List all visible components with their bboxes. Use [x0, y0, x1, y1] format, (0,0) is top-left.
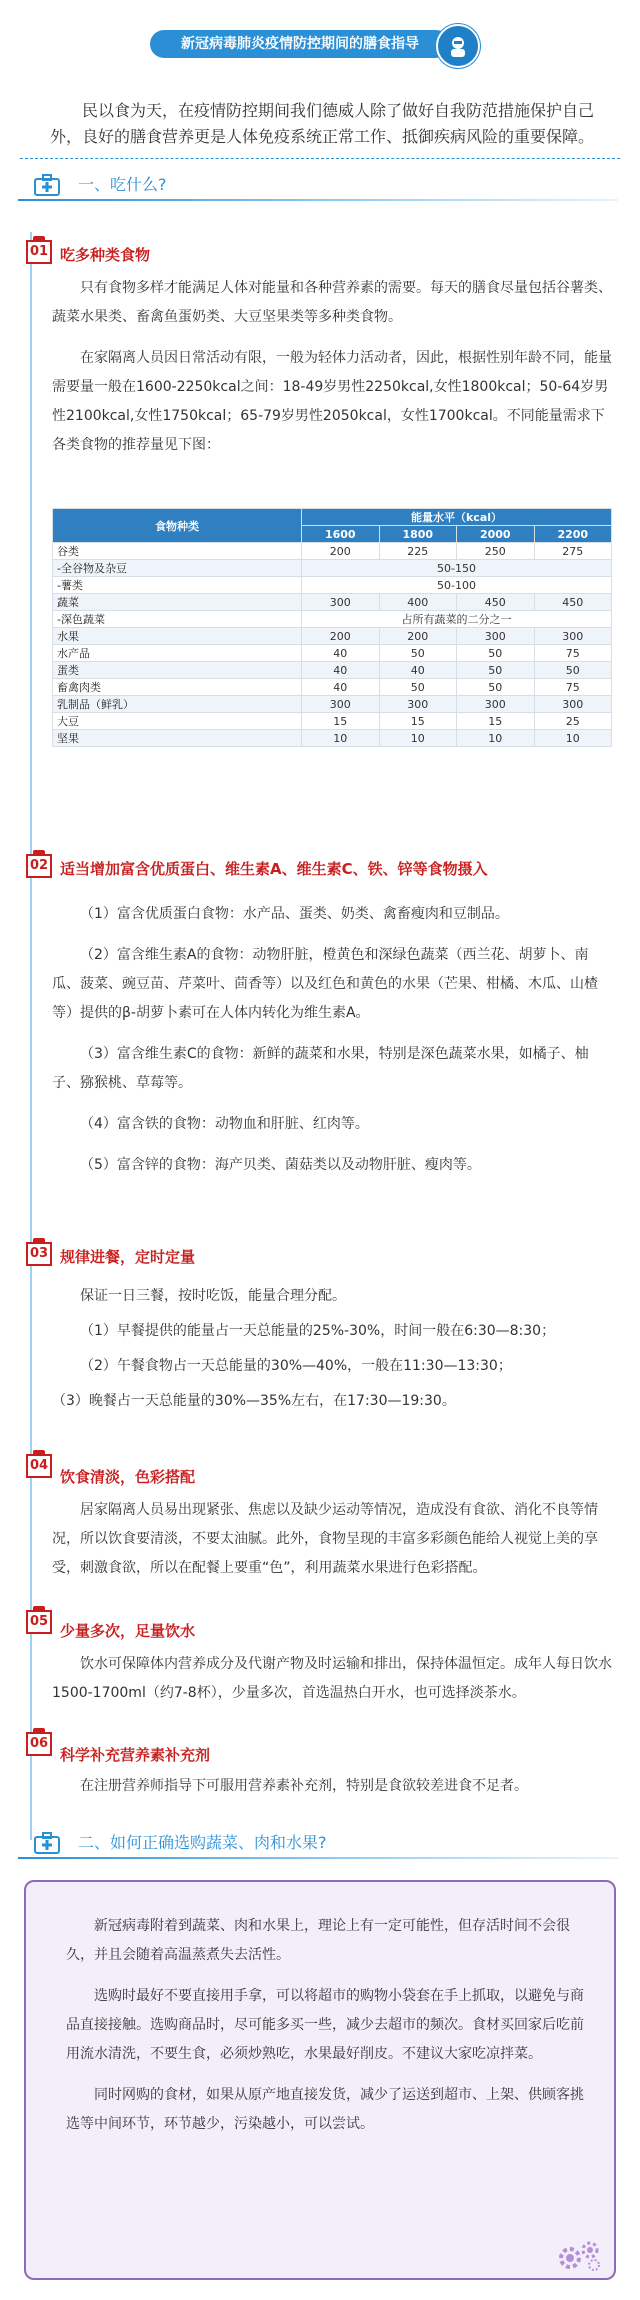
- paragraph: （2）午餐食物占一天总能量的30%—40%，一般在11:30—13:30；: [80, 1358, 512, 1374]
- doctor-icon: [436, 24, 480, 68]
- title-banner: [150, 24, 482, 64]
- paragraph: 选购时最好不要直接用手拿，可以将超市的购物小袋套在手上抓取，以避免与商品直接接触。选购商品时，尽可能多买一些，减少去超市的频次。食材买回家后吃前用流水清洗，不要生食，必须炒熟吃，水果最好削皮。不建议大家吃凉拌菜。: [66, 1988, 584, 2062]
- banner-title: 新冠病毒肺炎疫情防控期间的膳食指导: [150, 30, 450, 58]
- paragraph: （3）晚餐占一天总能量的30%—35%左右，在17:30—19:30。: [52, 1393, 456, 1409]
- paragraph: 在家隔离人员因日常活动有限，一般为轻体力活动者，因此，根据性别年龄不同，能量需要量一般在1600-2250kcal之间：18-49岁男性2250kcal,女性1800kcal；50-64岁男性2100kcal,女性1750kcal；65-79岁男性2050kcal，女性1700kcal。不同能量需求下各类食物的推荐量见下图：: [52, 350, 612, 453]
- table-row: 坚果 10 10 10 10: [53, 730, 612, 747]
- item-number-tag: 01: [26, 236, 60, 266]
- item-body: [52, 1772, 612, 1813]
- section-underline: [18, 1857, 618, 1859]
- paragraph: （5）富含锌的食物：海产贝类、菌菇类以及动物肝脏、瘦肉等。: [80, 1157, 481, 1173]
- item-body: [52, 1650, 612, 1720]
- item-number-tag: 06: [26, 1728, 60, 1758]
- paragraph: 在注册营养师指导下可服用营养素补充剂，特别是食欲较差进食不足者。: [80, 1778, 528, 1794]
- section-header-1: [18, 172, 618, 202]
- item-title: 饮食清淡，色彩搭配: [60, 1468, 196, 1486]
- table-row: 水果 200 200 300 300: [53, 628, 612, 645]
- paragraph: （3）富含维生素C的食物：新鲜的蔬菜和水果，特别是深色蔬菜水果，如橘子、柚子、猕猴桃、草莓等。: [52, 1046, 589, 1091]
- item-title: 规律进餐，定时定量: [60, 1248, 196, 1266]
- section-underline: [18, 199, 618, 201]
- table-row: 畜禽肉类 40 50 50 75: [53, 679, 612, 696]
- paragraph: 保证一日三餐，按时吃饭，能量合理分配。: [80, 1288, 346, 1304]
- box-body: [66, 1912, 586, 2151]
- table-row: 乳制品（鲜乳） 300 300 300 300: [53, 696, 612, 713]
- item-number-tag: 04: [26, 1450, 60, 1480]
- table-header-energy: 能量水平（kcal）: [302, 509, 612, 526]
- item-number-tag: 02: [26, 850, 60, 880]
- item-body: [52, 274, 612, 472]
- timeline-line: [30, 232, 32, 1840]
- table-row: 水产品 40 50 50 75: [53, 645, 612, 662]
- paragraph: 同时网购的食材，如果从原产地直接发货，减少了运送到超市、上架、供顾客挑选等中间环节，环节越少，污染越小，可以尝试。: [66, 2087, 584, 2132]
- paragraph: 饮水可保障体内营养成分及代谢产物及时运输和排出，保持体温恒定。成年人每日饮水1500-1700ml（约7-8杯），少量多次，首选温热白开水，也可选择淡茶水。: [52, 1656, 612, 1701]
- gears-icon: [556, 2238, 604, 2272]
- table-row: 谷类 200 225 250 275: [53, 543, 612, 560]
- table-row: 蔬菜 300 400 450 450: [53, 594, 612, 611]
- paragraph: （1）早餐提供的能量占一天总能量的25%-30%，时间一般在6:30—8:30；: [80, 1323, 556, 1339]
- table-row: -薯类 50-100: [53, 577, 612, 594]
- table-row: 大豆 15 15 15 25: [53, 713, 612, 730]
- table-row: -深色蔬菜 占所有蔬菜的二分之一: [53, 611, 612, 628]
- divider: [20, 158, 620, 159]
- paragraph: （1）富含优质蛋白食物：水产品、蛋类、奶类、禽畜瘦肉和豆制品。: [80, 906, 509, 922]
- item-title: 科学补充营养素补充剂: [60, 1746, 211, 1764]
- medical-kit-icon: [34, 1832, 60, 1854]
- paragraph: （4）富含铁的食物：动物血和肝脏、红肉等。: [80, 1116, 369, 1132]
- table-header-level: 2200: [534, 526, 612, 543]
- table-row: 蛋类 40 40 50 50: [53, 662, 612, 679]
- section-title: 二、如何正确选购蔬菜、肉和水果?: [78, 1833, 327, 1852]
- item-body: [52, 1282, 612, 1428]
- paragraph: 居家隔离人员易出现紧张、焦虑以及缺少运动等情况，造成没有食欲、消化不良等情况，所以饮食要清淡，不要太油腻。此外，食物呈现的丰富多彩颜色能给人视觉上美的享受，刺激食欲，所以在配餐上要重“色”，利用蔬菜水果进行色彩搭配。: [52, 1502, 598, 1576]
- item-number-tag: 03: [26, 1238, 60, 1268]
- medical-kit-icon: [34, 174, 60, 196]
- table-header-level: 1600: [302, 526, 380, 543]
- intro-text: 民以食为天，在疫情防控期间我们德威人除了做好自我防范措施保护自己外，良好的膳食营养更是人体免疫系统正常工作、抵御疾病风险的重要保障。: [50, 101, 595, 146]
- paragraph: 新冠病毒附着到蔬菜、肉和水果上，理论上有一定可能性，但存活时间不会很久，并且会随着高温蒸煮失去活性。: [66, 1918, 570, 1963]
- item-number-tag: 05: [26, 1606, 60, 1636]
- item-title: 少量多次，足量饮水: [60, 1622, 196, 1640]
- paragraph: 只有食物多样才能满足人体对能量和各种营养素的需要。每天的膳食尽量包括谷薯类、蔬菜水果类、畜禽鱼蛋奶类、大豆坚果类等多种类食物。: [52, 280, 612, 325]
- table-header-food: 食物种类: [53, 509, 302, 543]
- shopping-advice-box: [24, 1880, 616, 2280]
- section-title: 一、吃什么?: [78, 175, 167, 194]
- item-body: [52, 1496, 612, 1595]
- item-title: 吃多种类食物: [60, 246, 151, 264]
- table-row: -全谷物及杂豆 50-150: [53, 560, 612, 577]
- table-header-level: 1800: [379, 526, 457, 543]
- item-body: [52, 900, 612, 1192]
- item-title: 适当增加富含优质蛋白、维生素A、维生素C、铁、锌等食物摄入: [60, 860, 488, 878]
- table-header-level: 2000: [457, 526, 535, 543]
- food-recommendation-table: [52, 508, 612, 747]
- paragraph: （2）富含维生素A的食物：动物肝脏，橙黄色和深绿色蔬菜（西兰花、胡萝卜、南瓜、菠菜、豌豆苗、芹菜叶、茴香等）以及红色和黄色的水果（芒果、柑橘、木瓜、山楂等）提供的β-胡萝卜素可在人体内转化为维生素A。: [52, 947, 598, 1021]
- section-header-2: [18, 1830, 618, 1860]
